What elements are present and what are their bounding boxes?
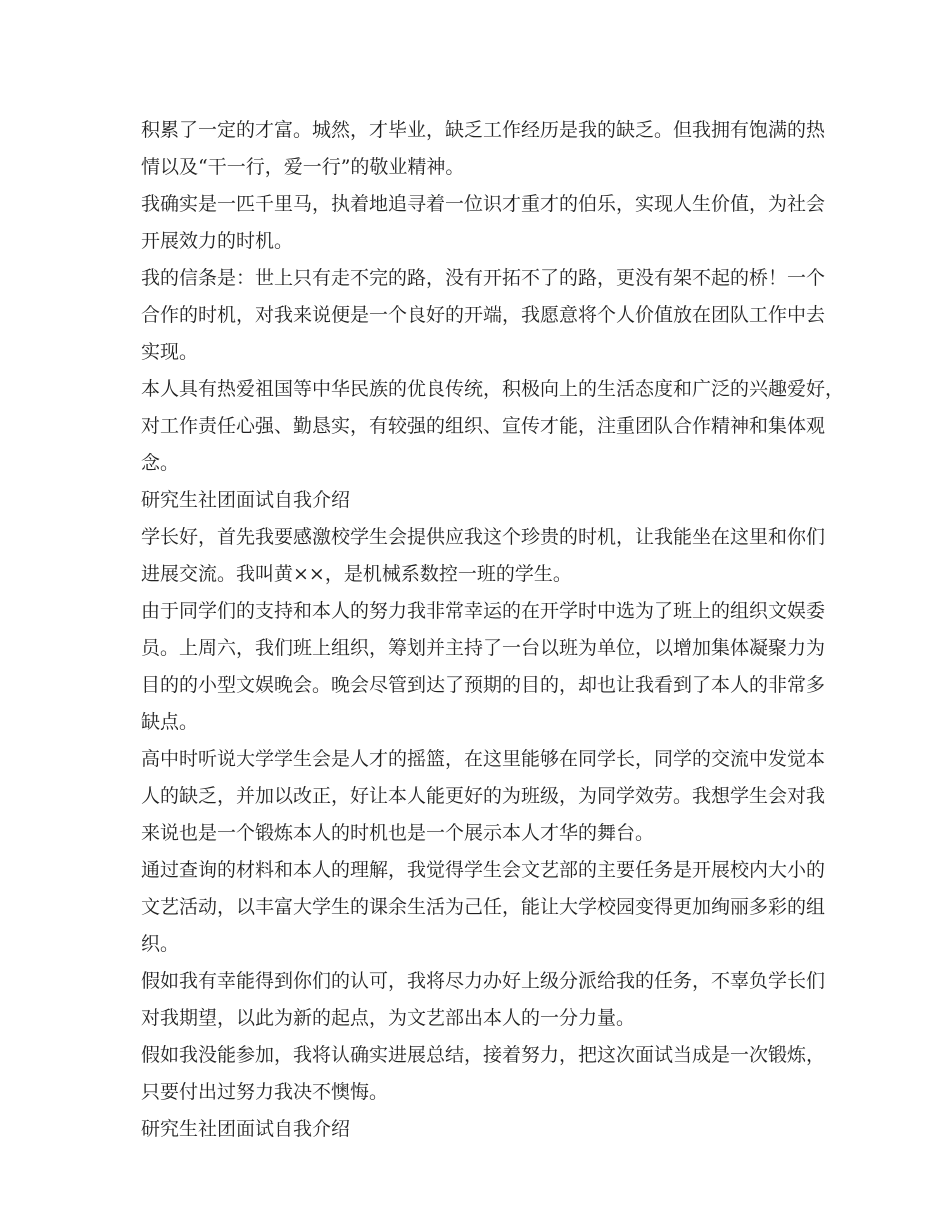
text-line: 我的信条是：世上只有走不完的路，没有开拓不了的路，更没有架不起的桥！一个 [141, 267, 826, 289]
text-line: 对工作责任心强、勤恳实，有较强的组织、宣传才能，注重团队合作精神和集体观 [141, 415, 826, 437]
text-line: 念。 [141, 452, 180, 474]
text-line: 情以及“干一行，爱一行”的敬业精神。 [141, 156, 465, 178]
text-line: 由于同学们的支持和本人的努力我非常幸运的在开学时中选为了班上的组织文娱委 [141, 600, 826, 622]
text-line: 文艺活动，以丰富大学生的课余生活为己任，能让大学校园变得更加绚丽多彩的组 [141, 896, 826, 918]
section-heading: 研究生社团面试自我介绍 [141, 489, 351, 511]
text-line: 假如我有幸能得到你们的认可，我将尽力办好上级分派给我的任务，不辜负学长们 [141, 970, 826, 992]
text-line: 人的缺乏，并加以改正，好让本人能更好的为班级，为同学效劳。我想学生会对我 [141, 785, 826, 807]
text-line: 学长好，首先我要感激校学生会提供应我这个珍贵的时机，让我能坐在这里和你们 [141, 526, 826, 548]
text-line: 进展交流。我叫黄××，是机械系数控一班的学生。 [141, 563, 572, 585]
text-line: 对我期望，以此为新的起点，为文艺部出本人的一分力量。 [141, 1007, 636, 1029]
text-line: 织。 [141, 933, 180, 955]
text-line: 通过查询的材料和本人的理解，我觉得学生会文艺部的主要任务是开展校内大小的 [141, 859, 826, 881]
text-line: 目的的小型文娱晚会。晚会尽管到达了预期的目的，却也让我看到了本人的非常多 [141, 674, 826, 696]
text-line: 假如我没能参加，我将认确实进展总结，接着努力，把这次面试当成是一次锻炼， [141, 1044, 826, 1066]
text-line: 积累了一定的才富。城然，才毕业，缺乏工作经历是我的缺乏。但我拥有饱满的热 [141, 119, 826, 141]
section-heading: 研究生社团面试自我介绍 [141, 1118, 351, 1140]
text-line: 实现。 [141, 341, 199, 363]
text-line: 缺点。 [141, 711, 199, 733]
text-line: 我确实是一匹千里马，执着地追寻着一位识才重才的伯乐，实现人生价值，为社会 [141, 193, 826, 215]
text-line: 员。上周六，我们班上组织，筹划并主持了一台以班为单位，以增加集体凝聚力为 [141, 637, 826, 659]
text-line: 合作的时机，对我来说便是一个良好的开端，我愿意将个人价值放在团队工作中去 [141, 304, 826, 326]
text-line: 开展效力的时机。 [141, 230, 294, 252]
text-line: 来说也是一个锻炼本人的时机也是一个展示本人才华的舞台。 [141, 822, 655, 844]
text-line: 高中时听说大学学生会是人才的摇篮，在这里能够在同学长，同学的交流中发觉本 [141, 748, 826, 770]
text-line: 本人具有热爱祖国等中华民族的优良传统，积极向上的生活态度和广泛的兴趣爱好， [141, 378, 845, 400]
text-line: 只要付出过努力我决不懊悔。 [141, 1081, 389, 1103]
document-body [141, 112, 845, 1148]
